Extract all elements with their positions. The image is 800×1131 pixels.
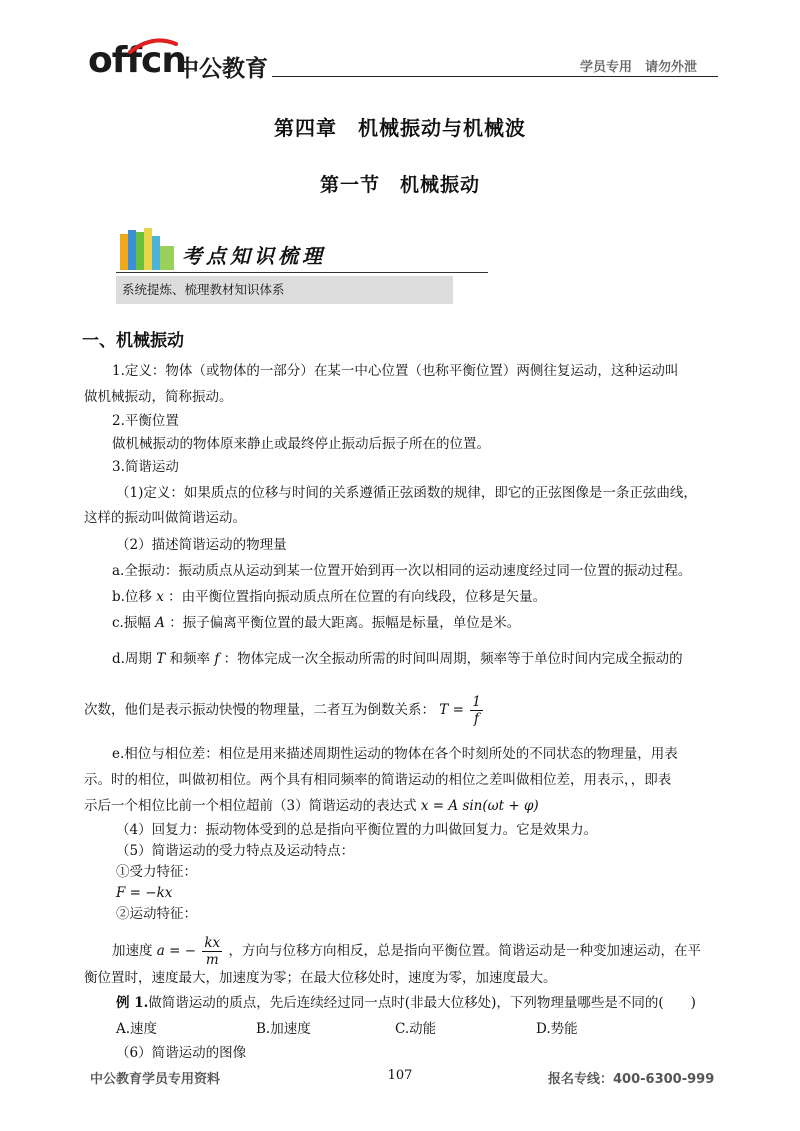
books-icon	[118, 226, 176, 272]
paragraph-definition-line2: 做机械振动，简称振动。	[84, 389, 233, 405]
banner-rule	[116, 272, 488, 273]
item-equilibrium-text: 做机械振动的物体原来静止或最终停止振动后振子所在的位置。	[112, 436, 490, 452]
reciprocal-relation-line	[84, 694, 485, 727]
phase-line3-text: 示后一个相位比前一个相位超前（3）简谐运动的表达式	[84, 798, 417, 814]
phase-line2: 示。时的相位，叫做初相位。两个具有相同频率的简谐运动的相位之差叫做相位差，用表示，，即表	[84, 772, 672, 788]
acceleration-label: 加速度	[112, 943, 153, 959]
formula-reciprocal-fraction	[470, 694, 483, 727]
formula-period-lhs: T =	[439, 702, 464, 718]
formula-acceleration-fraction	[202, 935, 222, 968]
page-number: 107	[387, 1068, 413, 1083]
frequency-label: 和频率	[169, 651, 211, 667]
fraction-denominator: f	[474, 711, 479, 727]
header-confidential-note: 学员专用 请勿外泄	[580, 60, 698, 75]
heading-mechanical-vibration: 一、机械振动	[82, 331, 184, 351]
example-text: 做简谐运动的质点，先后连续经过同一点时(非最大位移处)，下列物理量哪些是不同的( )	[148, 995, 696, 1011]
formula-hooke: F = −kx	[116, 885, 173, 901]
header-rule	[272, 76, 718, 77]
phase-line3	[84, 797, 539, 815]
chapter-title: 第四章 机械振动与机械波	[274, 116, 526, 140]
period-label: d.周期	[112, 651, 152, 667]
option-d: D.势能	[536, 1021, 578, 1037]
shm-definition-line2: 这样的振动叫做简谐运动。	[84, 510, 246, 526]
amplitude-text: ：振子偏离平衡位置的最大距离。振幅是标量，单位是米。	[169, 615, 521, 631]
formula-shm-expression: x = A sin(ωt + φ)	[420, 798, 539, 814]
paragraph-definition-line1: 1.定义：物体（或物体的一部分）在某一中心位置（也称平衡位置）两侧往复运动，这种运动叫	[112, 363, 679, 379]
acceleration-line2: 衡位置时，速度最大，加速度为零；在最大位移处时，速度为零，加速度最大。	[84, 970, 557, 986]
frequency-symbol: f	[214, 651, 220, 667]
logo-latin-text: offcn	[88, 40, 187, 81]
fraction-denominator-m: m	[205, 952, 219, 968]
full-vibration-text: a.全振动：振动质点从运动到某一位置开始到再一次以相同的运动速度经过同一位置的振动过程。	[112, 563, 692, 579]
displacement-symbol: x	[156, 589, 164, 605]
banner-title: 考点知识梳理	[182, 244, 326, 268]
option-c: C.动能	[395, 1021, 437, 1037]
displacement-label: b.位移	[112, 589, 152, 605]
logo-swoosh-icon	[128, 34, 178, 54]
formula-acceleration-lhs: a = −	[156, 943, 197, 959]
amplitude-label: c.振幅	[112, 615, 151, 631]
fraction-numerator-kx: kx	[204, 935, 221, 951]
section-title: 第一节 机械振动	[319, 174, 480, 196]
phase-line1: e.相位与相位差：相位是用来描述周期性运动的物体在各个时刻所处的不同状态的物理量，用表	[112, 746, 678, 762]
option-a: A.速度	[116, 1021, 158, 1037]
amplitude-symbol: A	[155, 615, 165, 631]
shm-quantities-heading: （2）描述简谐运动的物理量	[116, 537, 287, 553]
footer-hotline: 报名专线：400-6300-999	[548, 1072, 715, 1087]
period-frequency-text: ：物体完成一次全振动所需的时间叫周期，频率等于单位时间内完成全振动的	[223, 651, 683, 667]
item-shm-heading: 3.简谐运动	[112, 459, 179, 475]
banner-subtitle: 系统提炼、梳理教材知识体系	[116, 276, 453, 304]
fraction-numerator: 1	[472, 694, 481, 710]
period-frequency-line	[112, 650, 683, 668]
acceleration-line	[112, 935, 701, 968]
motion-feature-heading: ②运动特征：	[116, 906, 197, 922]
option-b: B.加速度	[256, 1021, 311, 1037]
displacement-text: ：由平衡位置指向振动质点所在位置的有向线段，位移是矢量。	[168, 589, 547, 605]
shm-features-heading: （5）简谐运动的受力特点及运动特点：	[116, 843, 355, 859]
acceleration-text: ，方向与位移方向相反，总是指向平衡位置。简谐运动是一种变加速运动，在平	[228, 943, 701, 959]
item-equilibrium-heading: 2.平衡位置	[112, 413, 179, 429]
reciprocal-text: 次数，他们是表示振动快慢的物理量，二者互为倒数关系：	[84, 702, 435, 718]
footer-left-note: 中公教育学员专用资料	[90, 1072, 221, 1087]
logo-cn-text: 中公教育	[176, 56, 268, 82]
period-symbol: T	[156, 651, 166, 667]
force-feature-heading: ①受力特征：	[116, 864, 197, 880]
displacement-line	[112, 588, 546, 606]
example-question	[116, 994, 696, 1012]
example-label: 例 1.	[116, 995, 149, 1011]
amplitude-line	[112, 614, 520, 632]
shm-definition-line1: （1)定义：如果质点的位移与时间的关系遵循正弦函数的规律，即它的正弦图像是一条正弦曲线，	[116, 485, 697, 501]
restoring-force-text: （4）回复力：振动物体受到的总是指向平衡位置的力叫做回复力。它是效果力。	[116, 822, 598, 838]
shm-graph-heading: （6）简谐运动的图像	[116, 1045, 247, 1061]
